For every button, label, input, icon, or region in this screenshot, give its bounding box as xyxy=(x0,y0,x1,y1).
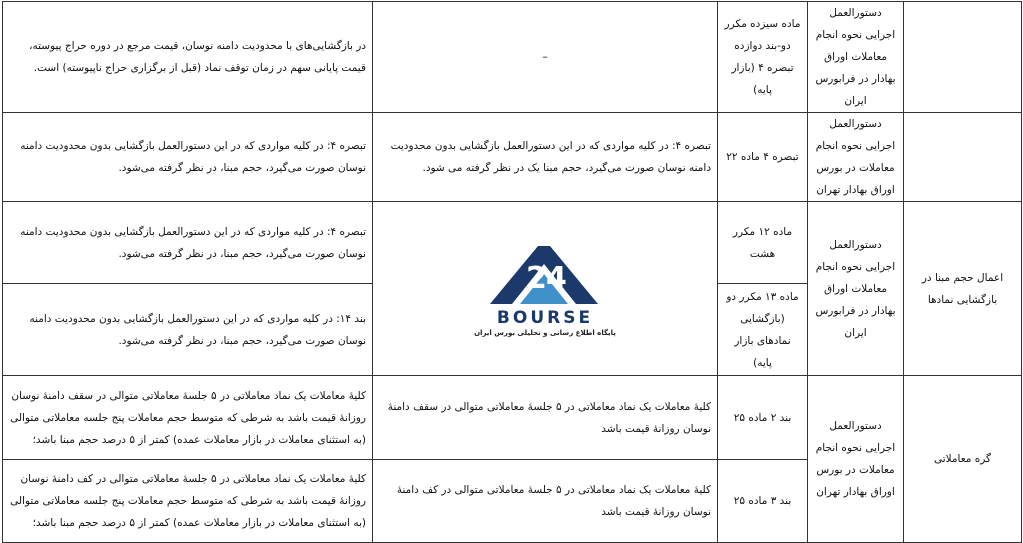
article-cell: ماده ۱۲ مکرر هشت xyxy=(718,202,808,284)
old-text-cell: کلیهٔ معاملات یک نماد معاملاتی در ۵ جلسهٔ معاملاتی متوالی در کف دامنهٔ نوسان روزانهٔ قیمت باشد به شرطی که متوسط حجم معاملات پنج جلسه معاملاتی متوالی (به استثنای معاملات در بازار معاملات عمده) کمتر از ۵ درصد حجم مبنا باشد؛ xyxy=(3,460,373,543)
article-cell: بند ۳ ماده ۲۵ xyxy=(718,460,808,543)
old-text-cell: تبصره ۴: در کلیه مواردی که در این دستورالعمل بازگشایی بدون محدودیت دامنه نوسان صورت می‌گیرد، حجم مبنا، در نظر گرفته می‌شود. xyxy=(3,113,373,202)
regulation-ref-cell: دستورالعمل اجرایی نحوه انجام معاملات اوراق بهادار در فرابورس ایران xyxy=(808,202,904,376)
topic-base-volume: اعمال حجم مبنا در بازگشایی نمادها xyxy=(904,202,1022,376)
table-row xyxy=(3,2,1022,113)
table-row xyxy=(3,376,1022,460)
old-text-cell: در بازگشایی‌های با محدودیت دامنه نوسان، قیمت مرجع در دوره حراج پیوسته، قیمت پایانی سهم در زمان توقف نماد (قبل از برگزاری حراج ناپیوسته) است. xyxy=(3,2,373,113)
article-cell: ماده ۱۳ مکرر دو (بازگشایی نمادهای بازار پایه) xyxy=(718,284,808,376)
new-text-cell: – xyxy=(373,2,718,113)
regulation-comparison-table xyxy=(2,1,1022,543)
new-text-cell: تبصره ۴: در کلیه مواردی که در این دستورالعمل بازگشایی بدون محدودیت دامنه نوسان صورت می‌گیرد، حجم مبنا یک در نظر گرفته می شود. xyxy=(373,113,718,202)
old-text-cell: تبصره ۴: در کلیه مواردی که در این دستورالعمل بازگشایی بدون محدودیت دامنه نوسان صورت می‌گیرد، حجم مبنا، در نظر گرفته می‌شود. xyxy=(3,202,373,284)
topic-cell-empty xyxy=(904,2,1022,113)
topic-trading-deadlock: گره معاملاتی xyxy=(904,376,1022,543)
svg-text:4: 4 xyxy=(546,260,567,296)
logo-subtitle: پایگاه اطلاع رسانی و تحلیلی بورس ایران xyxy=(474,328,616,337)
old-text-cell: بند ۱۴: در کلیه مواردی که در این دستورالعمل بازگشایی بدون محدودیت دامنه نوسان صورت می‌گیرد، حجم مبنا، در نظر گرفته می‌شود. xyxy=(3,284,373,376)
article-cell: بند ۲ ماده ۲۵ xyxy=(718,376,808,460)
regulation-ref-cell: دستورالعمل اجرایی نحوه انجام معاملات در بورس اوراق بهادار تهران xyxy=(808,113,904,202)
new-text-cell: کلیهٔ معاملات یک نماد معاملاتی در ۵ جلسهٔ معاملاتی متوالی در سقف دامنهٔ نوسان روزانهٔ قیمت باشد xyxy=(373,376,718,460)
new-text-cell: کلیهٔ معاملات یک نماد معاملاتی در ۵ جلسهٔ معاملاتی متوالی در کف دامنهٔ نوسان روزانهٔ قیمت باشد xyxy=(373,460,718,543)
table-row xyxy=(3,113,1022,202)
bourse-logo-icon xyxy=(480,240,610,308)
logo-cell xyxy=(373,202,718,376)
logo-wordmark: BOURSE xyxy=(496,307,594,328)
topic-cell-empty xyxy=(904,113,1022,202)
article-cell: ماده سیزده مکرر دو-بند دوازده تبصره ۴ (بازار پایه) xyxy=(718,2,808,113)
article-cell: تبصره ۴ ماده ۲۲ xyxy=(718,113,808,202)
svg-text:2: 2 xyxy=(526,260,547,296)
old-text-cell: کلیهٔ معاملات یک نماد معاملاتی در ۵ جلسهٔ معاملاتی متوالی در سقف دامنهٔ نوسان روزانهٔ قیمت باشد به شرطی که متوسط حجم معاملات پنج جلسه معاملاتی متوالی (به استثنای معاملات در بازار معاملات عمده) کمتر از ۵ درصد حجم مبنا باشد؛ xyxy=(3,376,373,460)
regulation-ref-cell: دستورالعمل اجرایی نحوه انجام معاملات اوراق بهادار در فرابورس ایران xyxy=(808,2,904,113)
regulation-ref-cell: دستورالعمل اجرایی نحوه انجام معاملات در بورس اوراق بهادار تهران xyxy=(808,376,904,543)
table-row xyxy=(3,202,1022,284)
bourse-logo xyxy=(465,240,625,338)
